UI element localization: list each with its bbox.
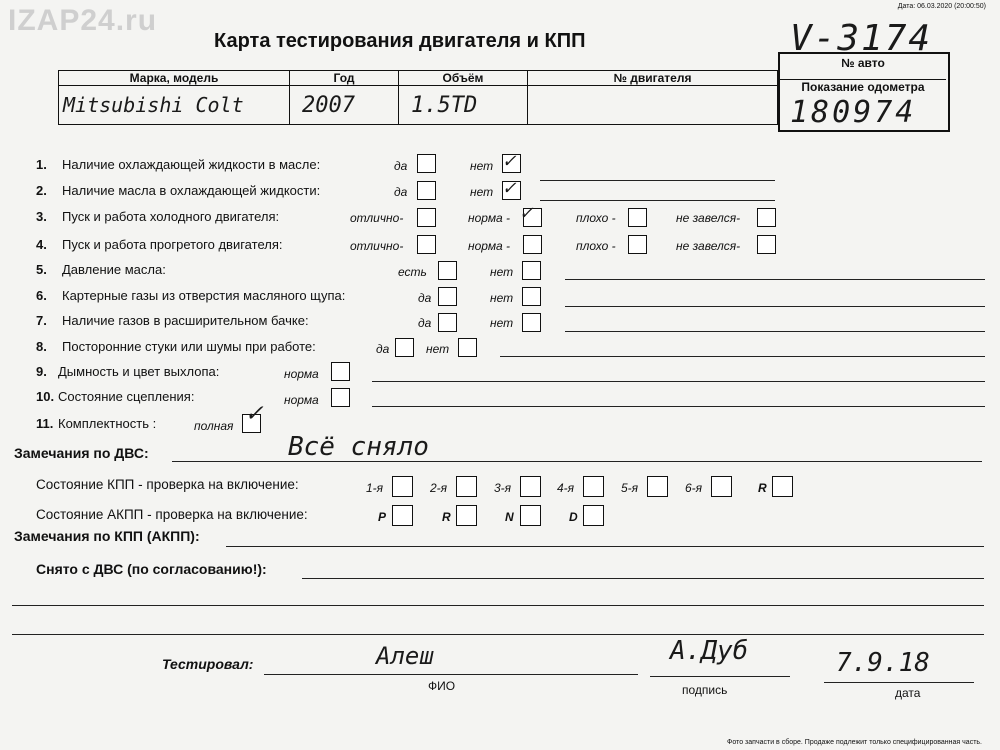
signature-line (650, 676, 790, 677)
col-make-model: Марка, модель (59, 71, 290, 86)
q4-opt-nostart: не завелся- (676, 239, 741, 253)
print-date: Дата: 06.03.2020 (20:00:50) (897, 3, 986, 10)
q5-no-checkbox[interactable] (522, 261, 541, 280)
check-mark-icon: ✓ (246, 398, 262, 428)
q9-number: 9. (36, 364, 47, 379)
engine-remarks-handwritten: Всё сняло (288, 432, 429, 462)
kpp-gear-2: 2-я (430, 481, 448, 495)
footer-note: Фото запчасти в сборе. Продаже подлежит только специфицированная часть. (727, 739, 982, 746)
kpp-gear-4: 4-я (557, 481, 575, 495)
q1-yes-checkbox[interactable] (417, 154, 436, 173)
col-volume: Объём (399, 71, 528, 86)
q4-excellent-checkbox[interactable] (417, 235, 436, 254)
engine-remarks-line (172, 461, 982, 462)
removed-line-1 (302, 578, 984, 579)
kpp-gear-3: 3-я (494, 481, 512, 495)
vehicle-number-handwritten: V-3174 (790, 18, 933, 59)
q10-note-line (372, 406, 985, 407)
q2-text: Наличие масла в охлаждающей жидкости: (62, 183, 321, 198)
fio-label: ФИО (428, 679, 456, 693)
check-mark-icon: ✓ (503, 148, 516, 172)
kpp-gear-1-checkbox[interactable] (392, 476, 413, 497)
kpp-gear-6: 6-я (685, 481, 703, 495)
q5-opt-no: нет (490, 265, 514, 279)
q4-normal-checkbox[interactable] (523, 235, 542, 254)
date-label: дата (895, 686, 921, 700)
kpp-gear-4-checkbox[interactable] (583, 476, 604, 497)
removed-line-2 (12, 605, 984, 606)
q7-opt-yes: да (418, 316, 432, 330)
q4-opt-normal: норма - (468, 239, 511, 253)
q4-number: 4. (36, 237, 47, 252)
q8-opt-yes: да (376, 342, 390, 356)
q7-opt-no: нет (490, 316, 514, 330)
removed-line-3 (12, 634, 984, 635)
q3-nostart-checkbox[interactable] (757, 208, 776, 227)
watermark-logo: IZAP24.ru (8, 4, 158, 37)
kpp-gear-5: 5-я (621, 481, 639, 495)
q8-yes-checkbox[interactable] (395, 338, 414, 357)
q5-number: 5. (36, 262, 47, 277)
q1-number: 1. (36, 157, 47, 172)
q11-number: 11. (36, 416, 54, 431)
akpp-mode-n: N (505, 510, 514, 524)
q10-text: Состояние сцепления: (58, 389, 195, 404)
kpp-gear-5-checkbox[interactable] (647, 476, 668, 497)
kpp-gear-r: R (758, 481, 767, 495)
tested-label: Тестировал: (162, 656, 254, 672)
q10-number: 10. (36, 389, 55, 404)
q6-opt-yes: да (418, 291, 432, 305)
kpp-gear-6-checkbox[interactable] (711, 476, 732, 497)
q6-text: Картерные газы из отверстия масляного щупа: (62, 288, 346, 303)
odometer-handwritten: 180974 (790, 95, 917, 130)
q1-note-line (540, 180, 775, 181)
q7-number: 7. (36, 313, 47, 328)
q9-note-line (372, 381, 985, 382)
kpp-gear-3-checkbox[interactable] (520, 476, 541, 497)
odometer-label: Показание одометра (780, 79, 946, 94)
q3-opt-bad: плохо - (576, 211, 616, 225)
q11-text: Комплектность : (58, 416, 157, 431)
engine-no-value (528, 86, 778, 125)
q6-note-line (565, 306, 985, 307)
q6-yes-checkbox[interactable] (438, 287, 457, 306)
akpp-mode-p-checkbox[interactable] (392, 505, 413, 526)
q6-opt-no: нет (490, 291, 514, 305)
q7-no-checkbox[interactable] (522, 313, 541, 332)
akpp-mode-r: R (442, 510, 451, 524)
signature-label: подпись (682, 683, 728, 697)
akpp-mode-n-checkbox[interactable] (520, 505, 541, 526)
q4-text: Пуск и работа прогретого двигателя: (62, 237, 283, 252)
q5-opt-yes: есть (398, 265, 427, 279)
kpp-gear-r-checkbox[interactable] (772, 476, 793, 497)
q7-yes-checkbox[interactable] (438, 313, 457, 332)
q4-nostart-checkbox[interactable] (757, 235, 776, 254)
akpp-mode-r-checkbox[interactable] (456, 505, 477, 526)
q6-number: 6. (36, 288, 47, 303)
q4-bad-checkbox[interactable] (628, 235, 647, 254)
q2-yes-checkbox[interactable] (417, 181, 436, 200)
date-line (824, 682, 974, 683)
q9-text: Дымность и цвет выхлопа: (58, 364, 220, 379)
q9-opt-normal: норма (284, 367, 319, 381)
akpp-mode-d-checkbox[interactable] (583, 505, 604, 526)
q10-normal-checkbox[interactable] (331, 388, 350, 407)
q5-note-line (565, 279, 985, 280)
q3-opt-nostart: не завелся- (676, 211, 741, 225)
year-value: 2007 (290, 86, 399, 125)
q4-opt-bad: плохо - (576, 239, 616, 253)
q2-note-line (540, 200, 775, 201)
q11-opt-full: полная (194, 419, 234, 433)
q5-text: Давление масла: (62, 262, 166, 277)
q10-opt-normal: норма (284, 393, 319, 407)
volume-value: 1.5TD (399, 86, 528, 125)
q8-number: 8. (36, 339, 47, 354)
engine-remarks-label: Замечания по ДВС: (14, 445, 149, 461)
kpp-label: Состояние КПП - проверка на включение: (36, 477, 299, 492)
q8-opt-no: нет (426, 342, 450, 356)
kpp-remarks-line (226, 546, 984, 547)
kpp-remarks-label: Замечания по КПП (АКПП): (14, 528, 200, 544)
q9-normal-checkbox[interactable] (331, 362, 350, 381)
check-mark-icon: ✓ (503, 175, 516, 199)
fio-line (264, 674, 638, 675)
akpp-mode-p: P (378, 510, 387, 524)
col-engine-no: № двигателя (528, 71, 778, 86)
q3-text: Пуск и работа холодного двигателя: (62, 209, 280, 224)
date-handwritten: 7.9.18 (836, 648, 930, 678)
kpp-gear-2-checkbox[interactable] (456, 476, 477, 497)
q5-yes-checkbox[interactable] (438, 261, 457, 280)
q3-excellent-checkbox[interactable] (417, 208, 436, 227)
check-mark-icon: ✓ (520, 200, 533, 224)
signature-handwritten: А.Дуб (670, 636, 749, 666)
q7-note-line (565, 331, 985, 332)
tester-name-handwritten: Алеш (376, 642, 434, 670)
akpp-mode-d: D (569, 510, 578, 524)
q2-opt-yes: да (394, 185, 408, 199)
col-year: Год (290, 71, 399, 86)
q1-opt-no: нет (470, 159, 494, 173)
q2-number: 2. (36, 183, 47, 198)
q1-text: Наличие охлаждающей жидкости в масле: (62, 157, 321, 172)
page-title: Карта тестирования двигателя и КПП (214, 30, 586, 52)
q8-no-checkbox[interactable] (458, 338, 477, 357)
q3-opt-excellent: отлично- (350, 211, 404, 225)
q4-opt-excellent: отлично- (350, 239, 404, 253)
akpp-label: Состояние АКПП - проверка на включение: (36, 507, 308, 522)
q7-text: Наличие газов в расширительном бачке: (62, 313, 309, 328)
vehicle-table (58, 70, 778, 125)
make-model-value: Mitsubishi Colt (59, 86, 290, 125)
q2-opt-no: нет (470, 185, 494, 199)
kpp-gear-1: 1-я (366, 481, 384, 495)
q1-opt-yes: да (394, 159, 408, 173)
removed-label: Снято с ДВС (по согласованию!): (36, 561, 267, 577)
q3-number: 3. (36, 209, 47, 224)
q6-no-checkbox[interactable] (522, 287, 541, 306)
auto-no-label: № авто (841, 56, 885, 70)
q3-bad-checkbox[interactable] (628, 208, 647, 227)
q8-text: Посторонние стуки или шумы при работе: (62, 339, 316, 354)
q3-opt-normal: норма - (468, 211, 511, 225)
q8-note-line (500, 356, 985, 357)
